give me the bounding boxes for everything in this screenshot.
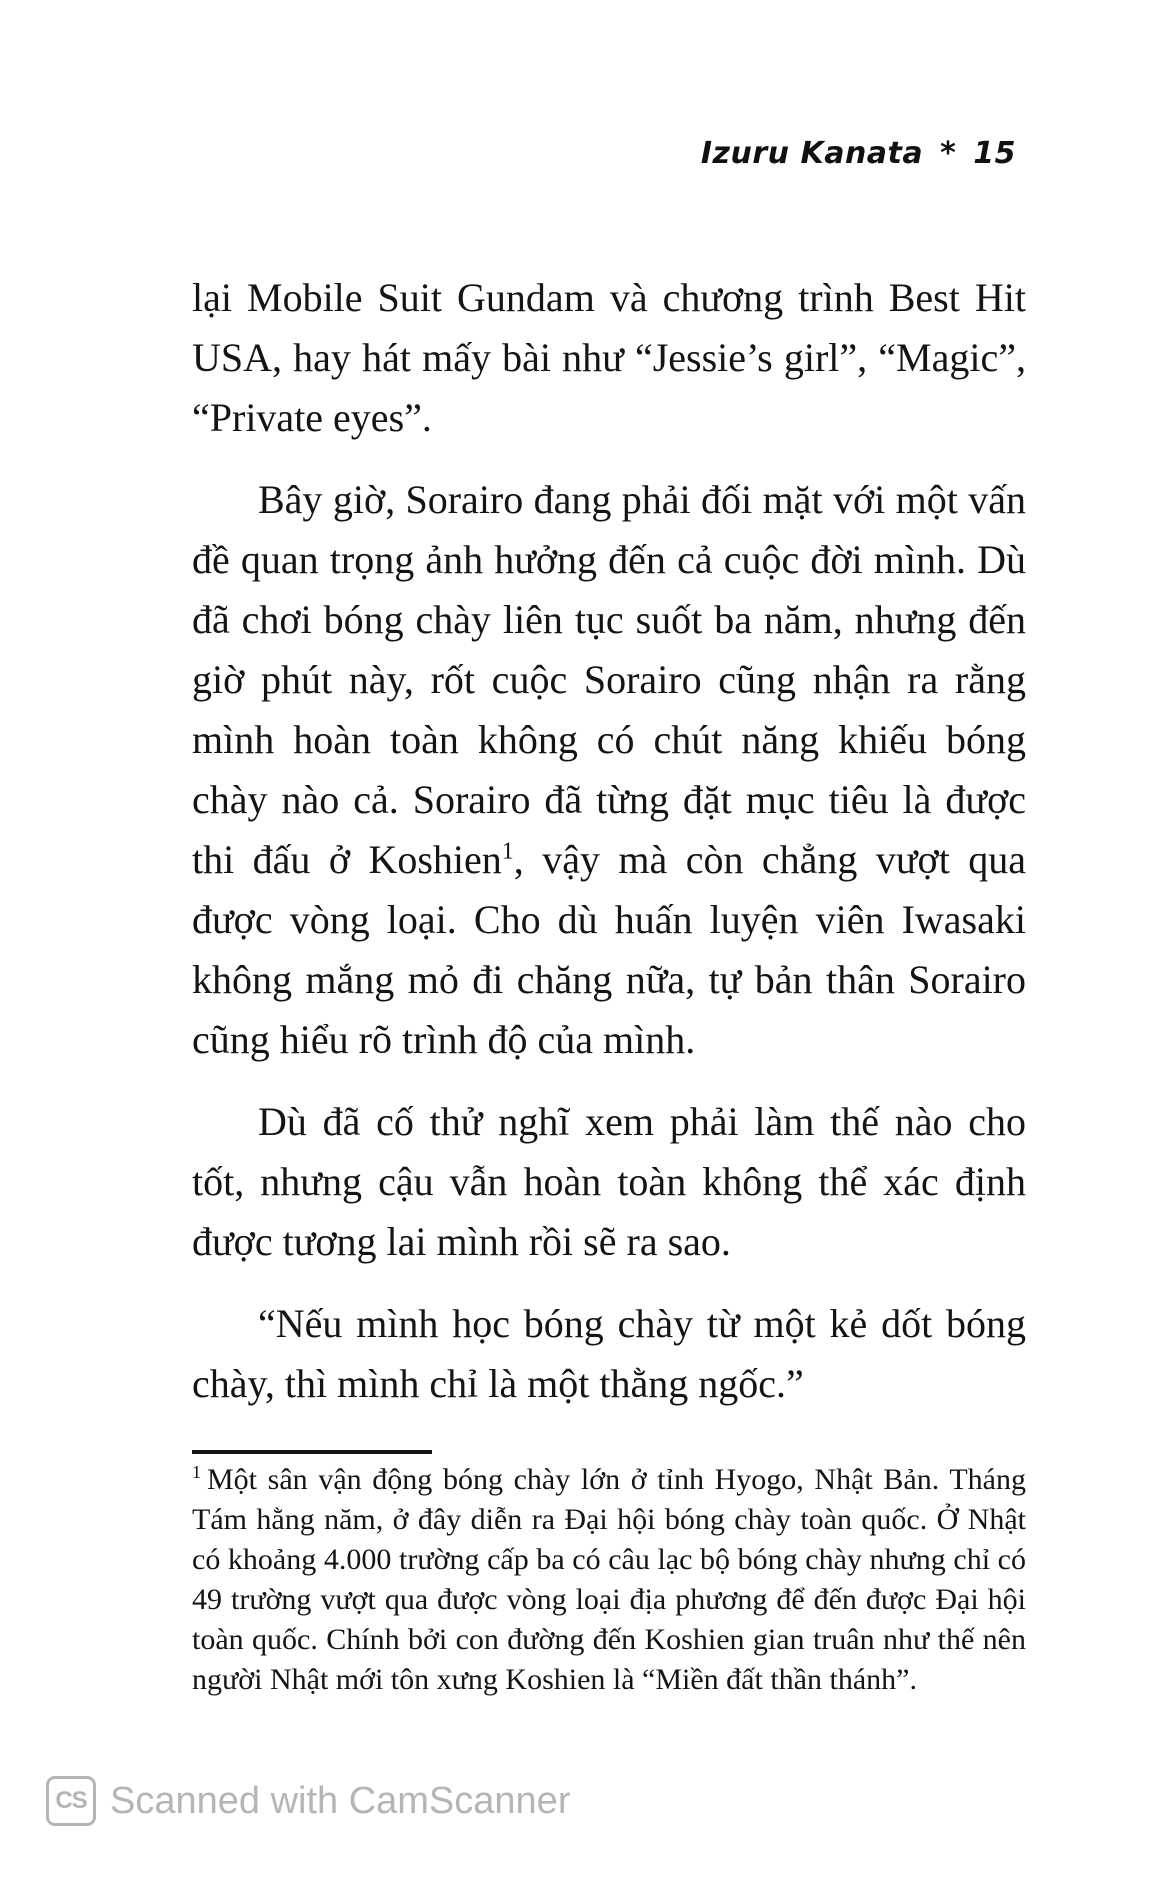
paragraph-2: [192, 470, 1026, 1070]
paragraph-1: lại Mobile Suit Gundam và chương trình Best Hit USA, hay hát mấy bài như “Jessie’s girl”, “Magic”, “Private eyes”.: [192, 275, 1026, 440]
footnote-divider: [192, 1450, 432, 1454]
footnote: [192, 1460, 1026, 1700]
running-header: [701, 136, 1016, 171]
paragraph-2-part-1: Bây giờ, Sorairo đang phải đối mặt với một vấn đề quan trọng ảnh hưởng đến cả cuộc đời mình. Dù đã chơi bóng chày liên tục suốt ba năm, nhưng đến giờ phút này, rốt cuộc Sorairo cũng nhận ra rằng mình hoàn toàn không có chút năng khiếu bóng chày nào cả. Sorairo đã từng đặt mục tiêu là được thi đấu ở Koshien: [192, 477, 1026, 882]
camscanner-logo-icon: CS: [46, 1776, 96, 1826]
paragraph-3: Dù đã cố thử nghĩ xem phải làm thế nào cho tốt, nhưng cậu vẫn hoàn toàn không thể xác định được tương lai mình rồi sẽ ra sao.: [192, 1099, 1026, 1264]
paragraph-2-part-2: , vậy mà còn chẳng vượt qua được vòng loại. Cho dù huấn luyện viên Iwasaki không mắng mỏ đi chăng nữa, tự bản thân Sorairo cũng hiểu rõ trình độ của mình.: [192, 837, 1026, 1062]
camscanner-watermark: [46, 1776, 570, 1826]
header-separator: *: [940, 136, 957, 171]
body-text: [192, 268, 1026, 1436]
page-number: 15: [973, 136, 1016, 171]
footnote-reference: 1: [501, 838, 514, 865]
footnote-number: 1: [192, 1462, 201, 1482]
footnote-text: Một sân vận động bóng chày lớn ở tỉnh Hyogo, Nhật Bản. Tháng Tám hằng năm, ở đây diễn ra Đại hội bóng chày toàn quốc. Ở Nhật có khoảng 4.000 trường cấp ba có câu lạc bộ bóng chày nhưng chỉ có 49 trường vượt qua được vòng loại địa phương để đến được Đại hội toàn quốc. Chính bởi con đường đến Koshien gian truân như thế nên người Nhật mới tôn xưng Koshien là “Miền đất thần thánh”.: [192, 1463, 1026, 1696]
paragraph-4: “Nếu mình học bóng chày từ một kẻ dốt bóng chày, thì mình chỉ là một thằng ngốc.”: [192, 1301, 1026, 1406]
header-author: Izuru Kanata: [700, 136, 924, 171]
watermark-text: Scanned with CamScanner: [110, 1779, 571, 1822]
